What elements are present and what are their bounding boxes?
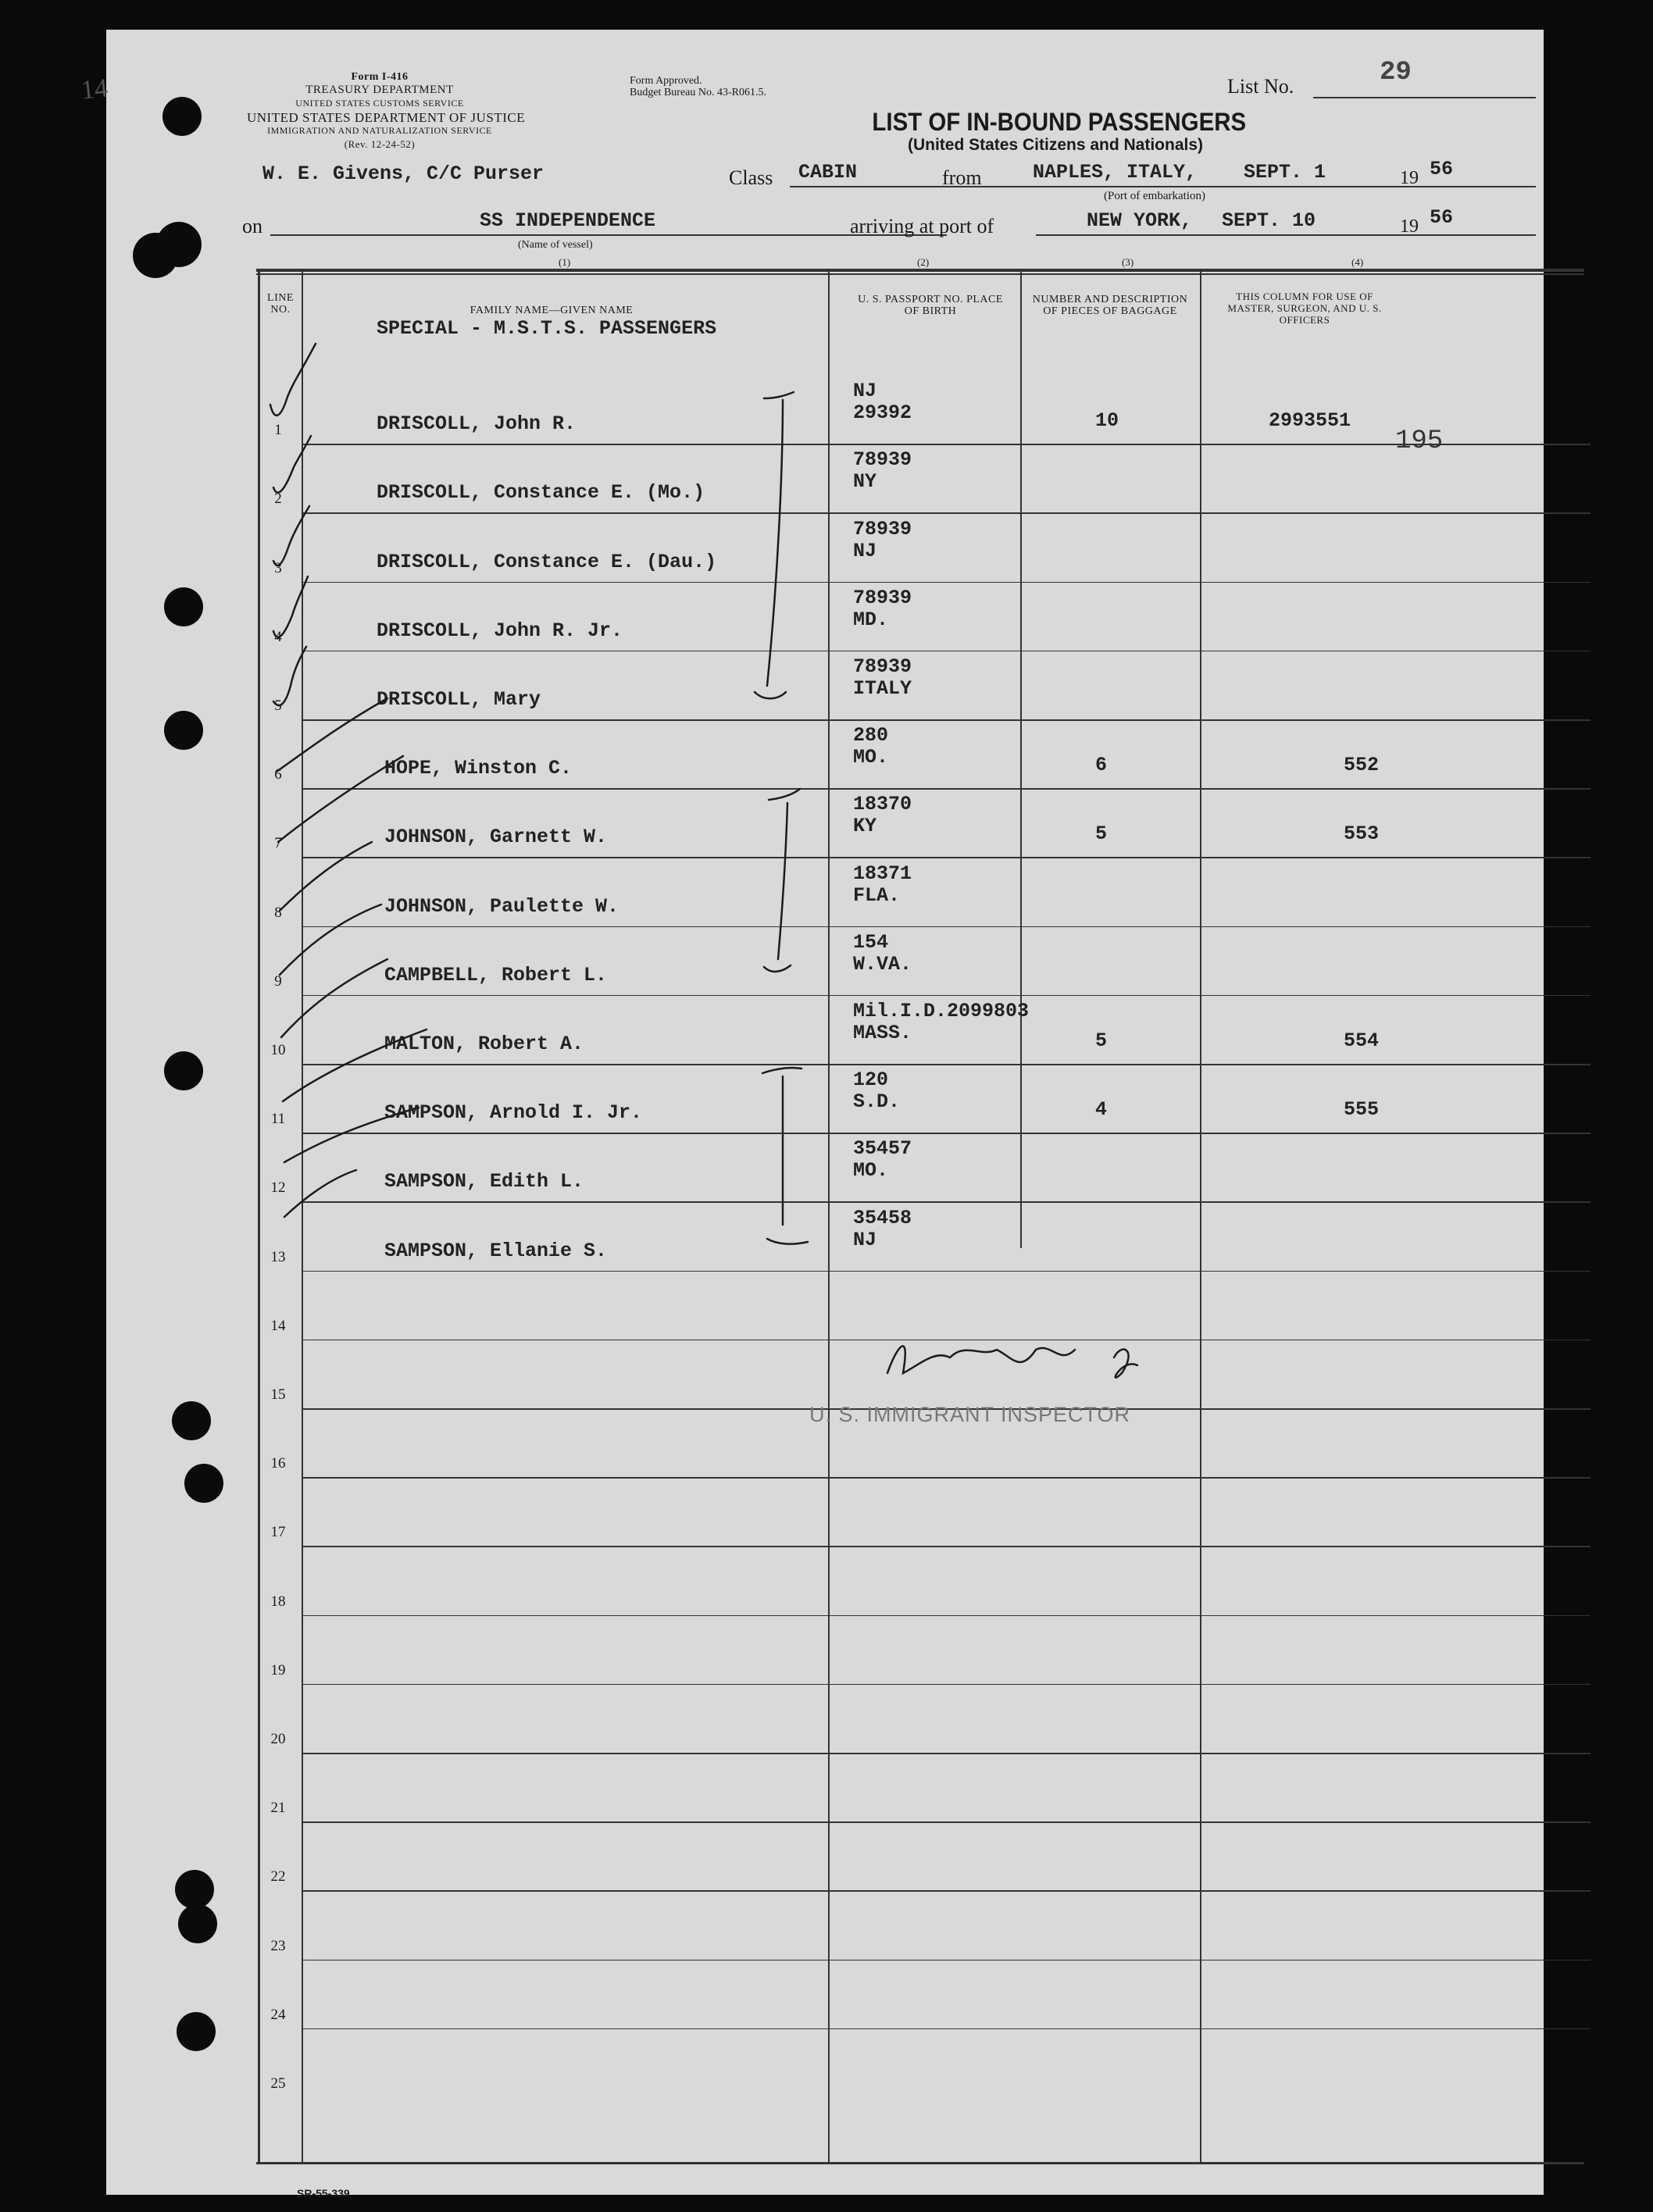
row-number: 16 [270, 1455, 286, 1472]
passenger-name: DRISCOLL, Constance E. (Mo.) [377, 481, 705, 505]
class-label: Class [729, 166, 773, 189]
row-number: 5 [274, 697, 282, 714]
passenger-name: HOPE, Winston C. [384, 757, 573, 780]
group-heading: SPECIAL - M.S.T.S. PASSENGERS [377, 317, 717, 340]
place-of-birth: MO. [853, 1159, 889, 1183]
list-no-label: List No. [1227, 75, 1294, 98]
margin-note: 14 [80, 73, 109, 105]
row-number: 12 [270, 1179, 286, 1197]
punch-hole [184, 1464, 223, 1503]
place-of-birth: S.D. [853, 1090, 901, 1114]
vessel-name: SS INDEPENDENCE [480, 209, 656, 232]
arrival-port: NEW YORK, [1087, 209, 1193, 232]
row-number: 3 [274, 559, 282, 576]
place-of-birth: KY [853, 815, 877, 838]
punch-hole [172, 1401, 211, 1440]
row-number: 13 [270, 1248, 286, 1265]
passport-number: 78939 [853, 655, 912, 678]
dept-customs: UNITED STATES CUSTOMS SERVICE [295, 98, 464, 109]
from-value: NAPLES, ITALY, [1033, 161, 1198, 184]
budget-text: Budget Bureau No. 43-R061.5. [630, 87, 766, 98]
passenger-name: JOHNSON, Garnett W. [384, 826, 608, 849]
row-number: 19 [270, 1661, 286, 1679]
check-mark-6 [277, 698, 387, 772]
baggage-count: 10 [1095, 409, 1119, 433]
row-number: 10 [270, 1042, 286, 1058]
row-number: 20 [270, 1731, 286, 1747]
punch-hole [156, 222, 202, 267]
bracket-driscoll [755, 392, 794, 698]
passport-number: 35457 [853, 1137, 912, 1161]
col-num-1: (1) [559, 256, 571, 268]
year-prefix-1: 19 [1400, 168, 1419, 188]
punch-hole [164, 711, 203, 750]
passport-number: Mil.I.D.2099803 [853, 1000, 1030, 1022]
check-mark-8 [280, 842, 372, 911]
place-of-birth: NJ [853, 539, 877, 562]
vessel-note: (Name of vessel) [518, 239, 593, 251]
year-prefix-2: 19 [1400, 216, 1419, 237]
footer-code: SR-55-339 [297, 2187, 350, 2200]
punch-hole [178, 1904, 217, 1943]
place-of-birth: NJ [853, 1228, 877, 1251]
passport-number: 78939 [853, 517, 912, 541]
check-mark-13 [284, 1170, 356, 1217]
check-mark-7 [278, 756, 403, 842]
passenger-name: DRISCOLL, Mary [377, 688, 541, 711]
baggage-count: 4 [1095, 1098, 1108, 1122]
punch-hole [162, 97, 202, 136]
passport-number: 78939 [853, 586, 912, 609]
form-number: Form I-416 [351, 71, 409, 83]
passport-number: 78939 [853, 448, 912, 472]
place-of-birth: NY [853, 470, 877, 494]
baggage-count: 6 [1095, 754, 1108, 777]
form-subtitle: (United States Citizens and Nationals) [907, 136, 1204, 154]
row-number: 6 [274, 766, 282, 783]
passenger-name: DRISCOLL, Constance E. (Dau.) [377, 550, 717, 573]
form-title: LIST OF IN-BOUND PASSENGERS [872, 108, 1247, 136]
place-of-birth: MASS. [853, 1022, 912, 1044]
punch-hole [177, 2012, 216, 2051]
officer-entry: 555 [1344, 1098, 1380, 1122]
row-number: 15 [270, 1386, 286, 1403]
place-of-birth: 29392 [853, 401, 912, 425]
baggage-count: 5 [1095, 1029, 1108, 1052]
check-mark-9 [280, 904, 381, 975]
place-of-birth: W.VA. [853, 952, 912, 976]
place-of-birth: MD. [853, 608, 889, 631]
officer-entry: 553 [1344, 822, 1380, 846]
col-num-4: (4) [1351, 256, 1364, 268]
passenger-name: SAMPSON, Ellanie S. [384, 1239, 608, 1262]
dept-immigration: IMMIGRATION AND NATURALIZATION SERVICE [267, 125, 492, 136]
passport-number: 154 [853, 930, 889, 954]
col-num-3: (3) [1122, 256, 1134, 268]
check-mark-11 [283, 1029, 427, 1101]
passenger-name: DRISCOLL, John R. [377, 412, 577, 436]
check-mark-4 [273, 576, 308, 637]
bracket-sampson [762, 1068, 808, 1243]
stamp-number: 195 [1395, 426, 1444, 456]
check-mark-5 [273, 647, 306, 705]
embark-note: (Port of embarkation) [1104, 190, 1205, 202]
handwritten-marks [106, 30, 1544, 2195]
col-num-2: (2) [917, 256, 930, 268]
passenger-name: DRISCOLL, John R. Jr. [377, 619, 623, 642]
row-number: 22 [270, 1868, 286, 1886]
check-mark-1 [270, 344, 316, 416]
col-baggage-header: NUMBER AND DESCRIPTION OF PIECES OF BAGGAGE [1032, 294, 1188, 317]
row-number: 2 [274, 491, 282, 508]
row-number: 21 [270, 1800, 286, 1817]
bracket-johnson [764, 789, 800, 972]
dept-treasury: TREASURY DEPARTMENT [305, 84, 454, 96]
form-revision: (Rev. 12-24-52) [344, 138, 416, 150]
officer-entry: 2993551 [1269, 409, 1351, 433]
place-of-birth: ITALY [853, 677, 912, 700]
row-number: 9 [274, 972, 282, 990]
passport-number: 18371 [853, 862, 912, 885]
passport-number: 18370 [853, 793, 912, 816]
inspector-stamp: U. S. IMMIGRANT INSPECTOR [809, 1403, 1131, 1426]
row-number: 14 [270, 1317, 286, 1334]
from-label: from [942, 166, 982, 189]
row-number: 25 [270, 2075, 286, 2092]
list-number: 29 [1380, 58, 1412, 87]
punch-hole [164, 587, 203, 626]
punch-hole [164, 1051, 203, 1090]
passenger-name: SAMPSON, Arnold I. Jr. [384, 1101, 643, 1125]
departure-date: SEPT. 1 [1244, 161, 1326, 184]
check-mark-2 [273, 436, 311, 493]
col-line-header: LINE NO. [267, 292, 294, 316]
approval-text: Form Approved. [630, 75, 702, 87]
row-number: 18 [270, 1593, 286, 1610]
row-number: 23 [270, 1937, 286, 1954]
baggage-count: 5 [1095, 822, 1108, 846]
row-number: 11 [270, 1111, 286, 1128]
purser: W. E. Givens, C/C Purser [262, 162, 544, 185]
col-officers-header: THIS COLUMN FOR USE OF MASTER, SURGEON, AND U. S. OFFICERS [1227, 291, 1382, 326]
departure-year: 56 [1430, 158, 1454, 180]
row-number: 7 [274, 835, 282, 852]
class-value: CABIN [798, 161, 858, 184]
inspector-signature [887, 1346, 1137, 1377]
row-number: 8 [274, 904, 282, 921]
officer-entry: 552 [1344, 754, 1380, 777]
passenger-name: JOHNSON, Paulette W. [384, 894, 619, 918]
officer-entry: 554 [1344, 1029, 1380, 1052]
passenger-name: MALTON, Robert A. [384, 1033, 584, 1055]
row-number: 1 [274, 422, 282, 439]
place-of-birth: FLA. [853, 883, 901, 907]
arrival-date: SEPT. 10 [1222, 209, 1316, 232]
passport-number: 120 [853, 1069, 889, 1092]
passport-number: 280 [853, 724, 889, 747]
row-number: 17 [270, 1524, 286, 1541]
arriving-label: arriving at port of [850, 215, 994, 237]
passport-number: NJ [853, 380, 877, 403]
form-sheet [106, 30, 1544, 2200]
row-number: 24 [270, 2006, 286, 2023]
row-number: 4 [274, 628, 282, 645]
check-mark-12 [284, 1108, 419, 1162]
check-mark-3 [273, 506, 309, 565]
punch-hole [175, 1870, 214, 1909]
on-label: on [242, 215, 262, 237]
col-name-header: FAMILY NAME—GIVEN NAME [469, 305, 634, 316]
passenger-name: SAMPSON, Edith L. [384, 1170, 584, 1193]
arrival-year: 56 [1430, 206, 1454, 229]
col-passport-header: U. S. PASSPORT NO. PLACE OF BIRTH [858, 294, 1003, 317]
place-of-birth: MO. [853, 746, 889, 769]
dept-justice: UNITED STATES DEPARTMENT OF JUSTICE [247, 110, 526, 125]
passenger-name: CAMPBELL, Robert L. [384, 963, 608, 986]
check-mark-10 [281, 959, 387, 1037]
passport-number: 35458 [853, 1206, 912, 1229]
